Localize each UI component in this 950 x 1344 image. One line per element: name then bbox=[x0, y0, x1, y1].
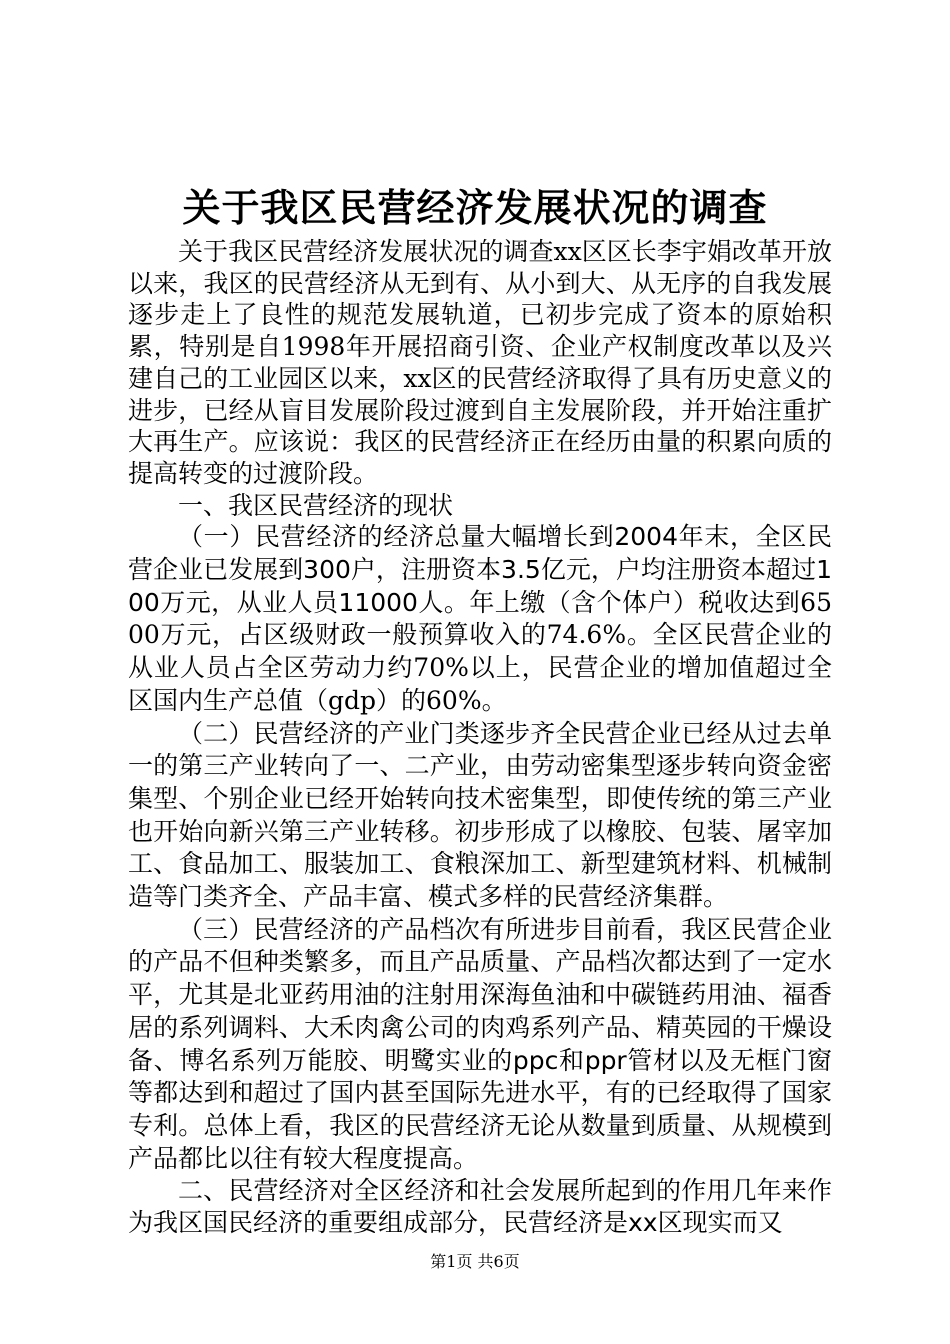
intro-text: 关于我区民营经济发展状况的调查xx区区长李宇娟改革开放以来，我区的民营经济从无到有、从小到大、从无序的自我发展逐步走上了良性的规范发展轨道，已初步完成了资本的原始积累，特别是自1998年开展招商引资、企业产权制度改革以及兴建自己的工业园区以来，xx区的民营经济取得了具有历史意义的进步，已经从盲目发展阶段过渡到自主发展阶段，并开始注重扩大再生产。应该说：我区的民营经济正在经历由量的积累向质的提高转变的过渡阶段。 bbox=[128, 237, 832, 488]
subsection-paragraph-1 bbox=[128, 521, 832, 717]
subsection-3-lead: （三）民营经济的产品档次有所进步目前看，我区民营企业的产品不但种类繁多，而且产品质量、产品档次都达到了一定水平，尤其是北亚药用油的注射用深海鱼油和中碳链药用油、福香居的系列调料、大禾肉禽公司的肉鸡系列产品、精英园的干燥设备、博名系列万能胶、明鹭实业的ppc和ppr管材以及无框门窗等都达到和超过了国内甚至国际先进水平，有的已经取得了国家专利。 bbox=[128, 914, 832, 1140]
page-footer: 第1页 共6页 bbox=[430, 1252, 520, 1271]
subsection-2-body: 初步形成了以橡胶、包装、屠宰加工、食品加工、服装加工、食粮深加工、新型建筑材料、机械制造等门类齐全、产品丰富、模式多样的民营经济集群。 bbox=[128, 816, 832, 912]
subsection-paragraph-3 bbox=[128, 914, 832, 1176]
subsection-2-lead: （二）民营经济的产业门类逐步齐全民营企业已经从过去单一的第三产业转向了一、二产业，由劳动密集型逐步转向资金密集型、个别企业已经开始转向技术密集型，即使传统的第三产业也开始向新兴第三产业转移。 bbox=[128, 718, 832, 846]
section-heading-1-text: 一、我区民营经济的现状 bbox=[178, 490, 454, 520]
section-heading-1 bbox=[128, 490, 832, 522]
subsection-3-body: 总体上看，我区的民营经济无论从数量到质量、从规模到产品都比以往有较大程度提高。 bbox=[128, 1110, 832, 1173]
subsection-1-lead: （一）民营经济的经济总量大幅增长到2004年末，全区民营企业已发展到300户，注册资本3.5亿元，户均注册资本超过100万元，从业人员11000人。 bbox=[128, 522, 832, 617]
subsection-paragraph-2 bbox=[128, 718, 832, 914]
document-title: 关于我区民营经济发展状况的调查 bbox=[182, 185, 768, 230]
subsection-1-body: 年上缴（含个体户）税收达到6500万元，占区级财政一般预算收入的74.6%。全区民营企业的从业人员占全区劳动力约70%以上，民营企业的增加值超过全区国内生产总值（gdp）的60%。 bbox=[128, 587, 832, 715]
intro-paragraph bbox=[128, 236, 832, 490]
document-body bbox=[128, 236, 832, 1239]
section-heading-2-text: 二、民营经济对全区经济和社会发展所起到的作用几年来作为我区国民经济的重要组成部分，民营经济是xx区现实而又 bbox=[128, 1176, 832, 1238]
section-heading-2-paragraph bbox=[128, 1175, 832, 1238]
